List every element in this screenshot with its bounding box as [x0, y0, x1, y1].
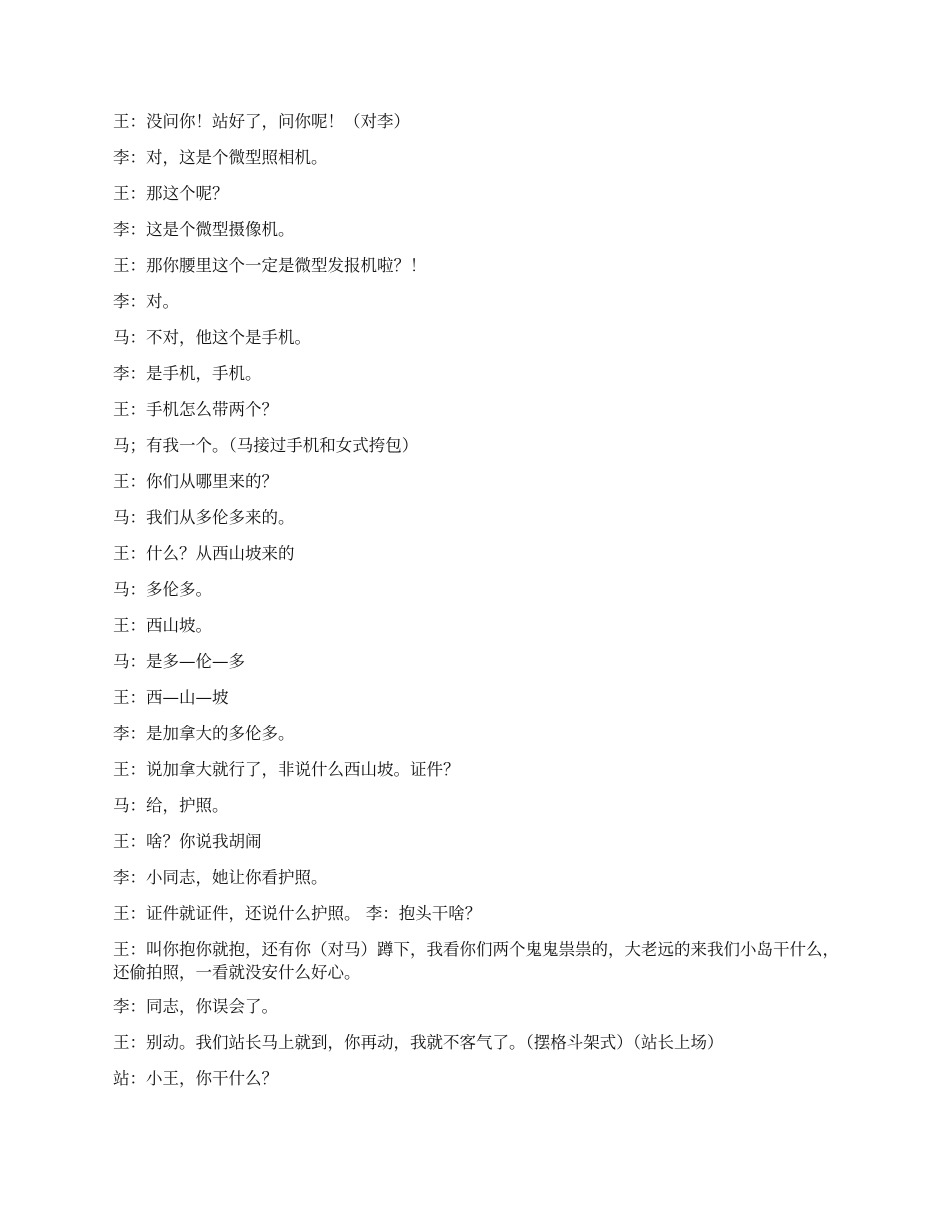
- dialogue-line-17: 王：西—山—坡: [113, 688, 229, 707]
- dialogue-line-27: 站：小王，你干什么？: [113, 1069, 278, 1088]
- document-page: [113, 110, 843, 1103]
- dialogue-line-1: 王：没问你！站好了，问你呢！（对李）: [113, 112, 410, 131]
- dialogue-line-26: 王：别动。我们站长马上就到，你再动，我就不客气了。（摆格斗架式）（站长上场）: [113, 1033, 724, 1052]
- dialogue-line-24: 王：叫你抱你就抱，还有你（对马）蹲下，我看你们两个鬼鬼祟祟的，大老远的来我们小岛干什么，还偷拍照，一看就没安什么好心。: [113, 940, 839, 982]
- dialogue-line-5: 王：那你腰里这个一定是微型发报机啦？！: [113, 256, 427, 275]
- dialogue-line-6: 李：对。: [113, 292, 179, 311]
- dialogue-line-20: 马：给，护照。: [113, 796, 229, 815]
- dialogue-line-10: 马；有我一个。（马接过手机和女式挎包）: [113, 436, 419, 455]
- dialogue-line-13: 王：什么？从西山坡来的: [113, 544, 295, 563]
- dialogue-line-22: 李：小同志，她让你看护照。: [113, 868, 328, 887]
- dialogue-line-11: 王：你们从哪里来的？: [113, 472, 278, 491]
- dialogue-line-16: 马：是多—伦—多: [113, 652, 245, 671]
- dialogue-line-14: 马：多伦多。: [113, 580, 212, 599]
- dialogue-line-18: 李：是加拿大的多伦多。: [113, 724, 295, 743]
- dialogue-line-25: 李：同志，你误会了。: [113, 997, 278, 1016]
- dialogue-line-8: 李：是手机，手机。: [113, 364, 262, 383]
- dialogue-line-9: 王：手机怎么带两个？: [113, 400, 278, 419]
- dialogue-line-12: 马：我们从多伦多来的。: [113, 508, 295, 527]
- dialogue-line-4: 李：这是个微型摄像机。: [113, 220, 295, 239]
- dialogue-line-3: 王：那这个呢？: [113, 184, 229, 203]
- dialogue-line-2: 李：对，这是个微型照相机。: [113, 148, 328, 167]
- dialogue-line-15: 王：西山坡。: [113, 616, 212, 635]
- dialogue-line-21: 王：啥？你说我胡闹: [113, 832, 262, 851]
- dialogue-line-23: 王：证件就证件，还说什么护照。 李：抱头干啥？: [113, 904, 482, 923]
- dialogue-line-7: 马：不对，他这个是手机。: [113, 328, 311, 347]
- dialogue-line-19: 王：说加拿大就行了，非说什么西山坡。证件？: [113, 760, 460, 779]
